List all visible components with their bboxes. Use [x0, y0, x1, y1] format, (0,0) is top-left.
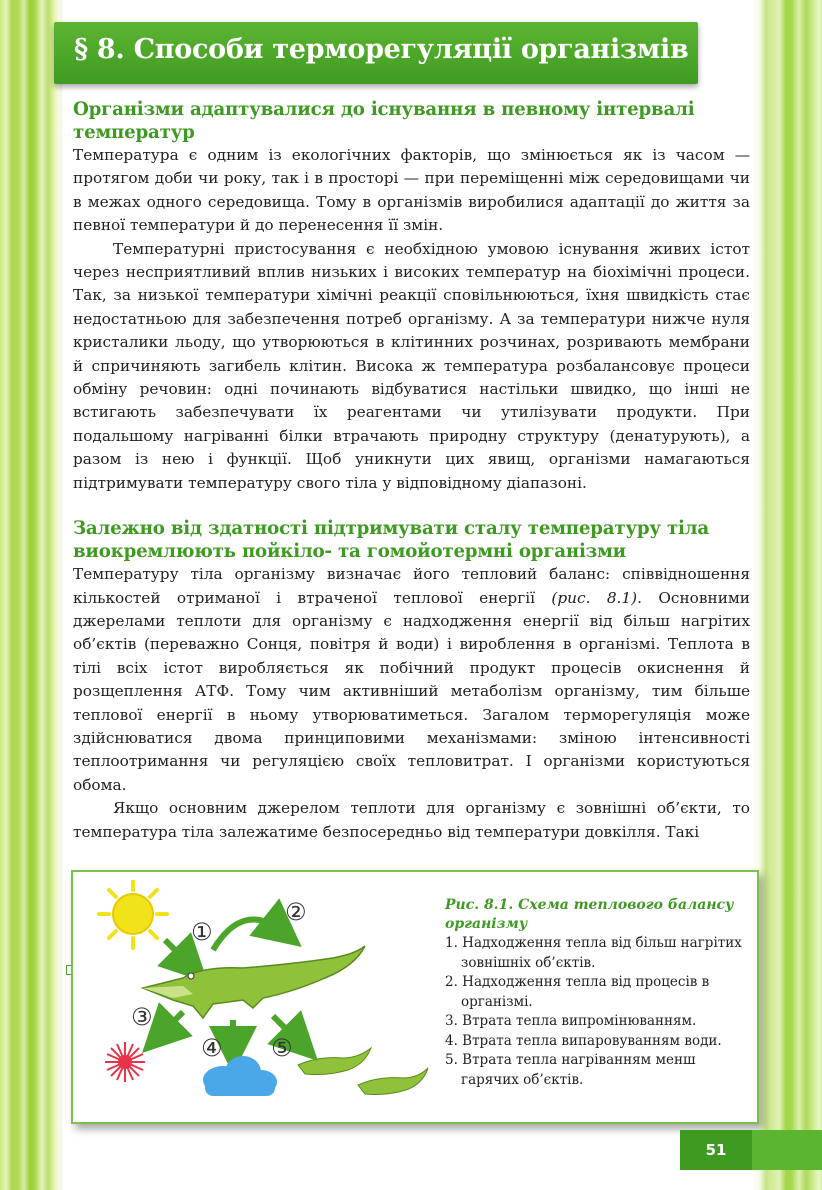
section2-p1-start: Температуру тіла організму визначає його тепловий баланс: співвідношення кількостей отриманої і втраченої теплової енергії — [73, 565, 750, 607]
caption-item: 1. Надходження тепла від більш нагрітих зовнішніх об’єктів. — [445, 935, 742, 971]
main-content — [73, 98, 750, 844]
arrow-3-icon — [159, 1012, 183, 1036]
section2-p1-end: . Основними джерелами теплоти для організму є надходження енергії від більш нагрітих об’єктів (переважно Сонця, повітря й води) і вироблення в організмі. Теплота в тілі всіх істот виробляється як побічний продукт процесів окиснення й розщеплення АТФ. Тому чим активніший метаболізм організму, тим більше теплової енергії в ньому утворюватиметься. Загалом терморегуляція може здійснюватися двома принциповими механізмами: зміною інтенсивності теплоотримання чи регуляцією своїх тепловитрат. І організми користуються обома. — [73, 588, 750, 794]
caption-item: 5. Втрата тепла нагріванням менш гарячих об’єктів. — [445, 1052, 696, 1088]
decorative-right-border — [752, 0, 822, 1190]
marker-5: ⑤ — [271, 1034, 293, 1062]
caption-title: Рис. 8.1. Схема теплового балансу організму — [445, 897, 734, 932]
cloud-icon — [203, 1056, 277, 1096]
marker-4: ④ — [201, 1034, 223, 1062]
section-title-bar — [54, 22, 698, 84]
radiation-icon — [105, 1042, 145, 1082]
section1-heading: Організми адаптувалися до існування в певному інтервалі температур — [73, 99, 695, 143]
caption-item: 2. Надходження тепла від процесів в організмі. — [445, 974, 710, 1010]
small-crocodile-icon — [298, 1048, 428, 1095]
section1-paragraph-1: Температура є одним із екологічних факторів, що змінюється як із часом — протягом доби чи року, так і в просторі — при переміщенні між середовищами чи в межах одного середовища. Тому в організмів виробилися адаптації до життя за певної температури й до перенесення її змін. — [73, 146, 750, 235]
figure-caption — [445, 896, 745, 1090]
section2-paragraph-2: Якщо основним джерелом теплоти для організму є зовнішні об’єкти, то температура тіла залежатиме безпосередньо від температури довкілля. Такі — [73, 799, 750, 841]
caption-item: 3. Втрата тепла випромінюванням. — [445, 1013, 697, 1029]
section1-paragraph-2: Температурні пристосування є необхідною умовою існування живих істот через несприятливий вплив низьких і високих температур на біохімічні процеси. Так, за низької температури хімічні реакції сповільнюються, їхня швидкість стає недостатньою для забезпечення потреб організму. А за температури нижче нуля кристалики льоду, що утворюються в клітинних розчинах, розривають мембрани й спричиняють загибель клітин. Висока ж температура розбалансовує процеси обміну речовин: одні починають відбуватися настільки швидко, що інші не встигають забезпечувати їх реагентами чи утилізувати продукти. При подальшому нагріванні білки втрачають природну структуру (денатурують), а разом із нею і функції. Щоб уникнути цих явищ, організми намагаються підтримувати температуру свого тіла у відповідному діапазоні. — [73, 239, 750, 492]
crocodile-icon — [143, 946, 365, 1018]
sun-icon — [99, 880, 167, 948]
marker-2: ② — [285, 898, 307, 926]
page-number: 51 — [680, 1130, 752, 1170]
marker-1: ① — [191, 918, 213, 946]
section2-heading: Залежно від здатності підтримувати сталу температуру тіла виокремлюють пойкіло- та гомойотермні організми — [73, 518, 709, 563]
page-title: § 8. Способи терморегуляції організмів — [74, 34, 689, 65]
arrow-1-icon — [165, 940, 191, 966]
heat-balance-illustration — [93, 880, 443, 1112]
page-number-tab — [752, 1130, 822, 1170]
caption-item: 4. Втрата тепла випаровуванням води. — [445, 1032, 722, 1049]
caption-list — [445, 934, 745, 1090]
marker-3: ③ — [131, 1003, 153, 1031]
figure-reference-link[interactable]: (рис. 8.1) — [551, 588, 638, 607]
section2-paragraph-1 — [73, 563, 750, 797]
decorative-left-border — [0, 0, 68, 1190]
figure-8-1 — [71, 870, 759, 1124]
arrow-2-icon — [213, 920, 283, 950]
